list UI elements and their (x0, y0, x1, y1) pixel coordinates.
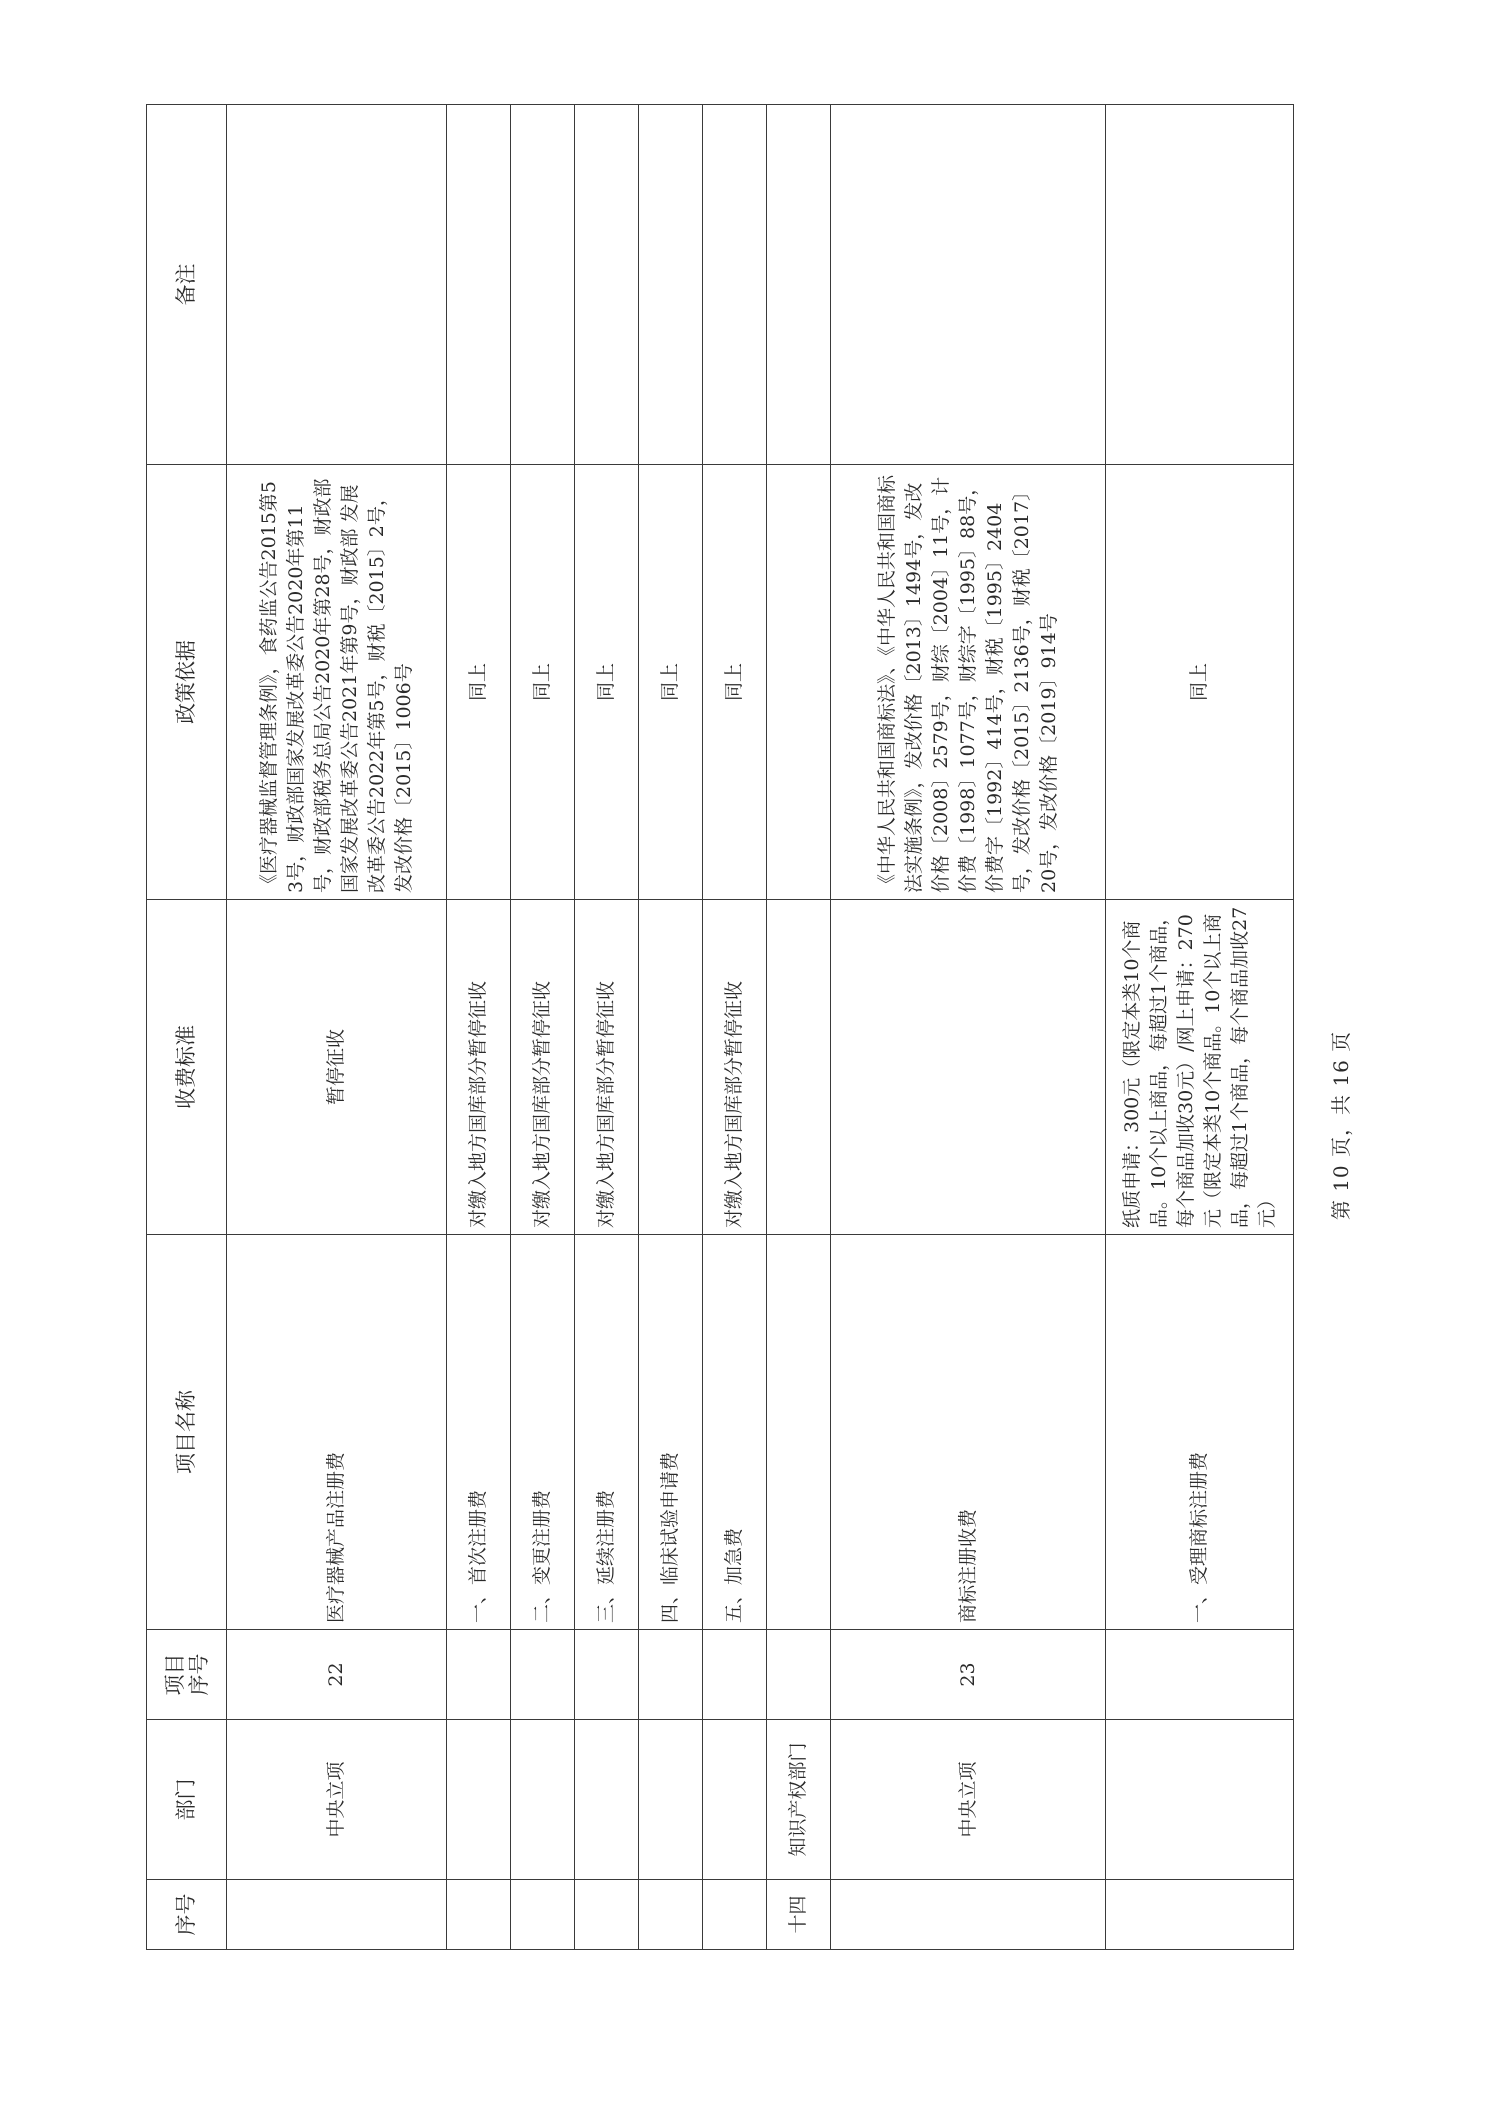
cell-remark (831, 105, 1106, 465)
cell-item-no: 23 (831, 1630, 1106, 1720)
table-row (639, 105, 703, 1950)
cell-seq (831, 1880, 1106, 1950)
cell-item-no (767, 1630, 831, 1720)
cell-standard (831, 900, 1106, 1235)
cell-item-name: 一、受理商标注册费 (1106, 1235, 1294, 1630)
table-row (447, 105, 511, 1950)
cell-item-no (447, 1630, 511, 1720)
cell-dept: 中央立项 (227, 1720, 447, 1880)
cell-standard: 暂停征收 (227, 900, 447, 1235)
cell-basis: 同上 (639, 465, 703, 900)
cell-item-name: 二、变更注册费 (511, 1235, 575, 1630)
header-basis: 政策依据 (147, 465, 227, 900)
table-row (703, 105, 767, 1950)
cell-dept (511, 1720, 575, 1880)
cell-item-no (639, 1630, 703, 1720)
cell-remark (447, 105, 511, 465)
rotated-content (146, 105, 1276, 1950)
header-remark: 备注 (147, 105, 227, 465)
header-standard: 收费标准 (147, 900, 227, 1235)
cell-remark (639, 105, 703, 465)
table-row (227, 105, 447, 1950)
cell-item-name: 三、延续注册费 (575, 1235, 639, 1630)
cell-item-no (703, 1630, 767, 1720)
cell-seq (227, 1880, 447, 1950)
cell-standard: 对缴入地方国库部分暂停征收 (575, 900, 639, 1235)
cell-standard (639, 900, 703, 1235)
cell-standard: 对缴入地方国库部分暂停征收 (447, 900, 511, 1235)
cell-dept (703, 1720, 767, 1880)
cell-seq (1106, 1880, 1294, 1950)
cell-basis: 同上 (1106, 465, 1294, 900)
cell-item-no: 22 (227, 1630, 447, 1720)
cell-dept (447, 1720, 511, 1880)
fee-table (146, 104, 1294, 1950)
header-seq: 序号 (147, 1880, 227, 1950)
cell-basis: 《中华人民共和国商标法》、《中华人民共和国商标法实施条例》，发改价格〔2013〕1494号，发改价格〔2008〕2579号，财综〔2004〕11号，计价费〔1998〕1077号，财综字〔1995〕88号，价费字〔1992〕414号，财税〔1995〕2404号，发改价格〔2015〕2136号，财税〔2017〕20号，发改价格〔2019〕914号 (831, 465, 1106, 900)
cell-item-name: 一、首次注册费 (447, 1235, 511, 1630)
cell-dept (575, 1720, 639, 1880)
cell-item-name: 五、加急费 (703, 1235, 767, 1630)
cell-basis: 同上 (575, 465, 639, 900)
page-footer (1300, 1005, 1380, 1245)
cell-dept (639, 1720, 703, 1880)
cell-item-name: 四、临床试验申请费 (639, 1235, 703, 1630)
header-item-no: 项目 序号 (147, 1630, 227, 1720)
cell-standard: 对缴入地方国库部分暂停征收 (511, 900, 575, 1235)
cell-seq (575, 1880, 639, 1950)
cell-dept: 知识产权部门 (767, 1720, 831, 1880)
table-header-row (147, 105, 227, 1950)
table-row (511, 105, 575, 1950)
cell-seq (447, 1880, 511, 1950)
cell-remark (1106, 105, 1294, 465)
cell-standard: 对缴入地方国库部分暂停征收 (703, 900, 767, 1235)
cell-item-no (511, 1630, 575, 1720)
cell-basis (767, 465, 831, 900)
cell-remark (703, 105, 767, 465)
cell-dept: 中央立项 (831, 1720, 1106, 1880)
cell-standard: 纸质申请：300元（限定本类10个商品。10个以上商品，每超过1个商品，每个商品加收30元）/网上申请：270元（限定本类10个商品。10个以上商品，每超过1个商品，每个商品加收27元） (1106, 900, 1294, 1235)
cell-item-name: 医疗器械产品注册费 (227, 1235, 447, 1630)
cell-remark (227, 105, 447, 465)
cell-basis: 《医疗器械监督管理条例》，食药监公告2015第53号，财政部国家发展改革委公告2020年第11号，财政部税务总局公告2020年第28号，财政部 国家发展改革委公告2021年第9号，财政部 发展改革委公告2022年第5号，财税〔2015〕2号，发改价格〔2015〕1006号 (227, 465, 447, 900)
header-item-name: 项目名称 (147, 1235, 227, 1630)
cell-item-name: 商标注册收费 (831, 1235, 1106, 1630)
cell-remark (575, 105, 639, 465)
table-row (1106, 105, 1294, 1950)
header-dept: 部门 (147, 1720, 227, 1880)
cell-seq (639, 1880, 703, 1950)
cell-basis: 同上 (447, 465, 511, 900)
cell-dept (1106, 1720, 1294, 1880)
cell-seq: 十四 (767, 1880, 831, 1950)
cell-item-name (767, 1235, 831, 1630)
cell-item-no (575, 1630, 639, 1720)
page-number: 第 10 页，共 16 页 (1329, 1030, 1354, 1220)
cell-remark (767, 105, 831, 465)
cell-standard (767, 900, 831, 1235)
cell-basis: 同上 (703, 465, 767, 900)
cell-basis: 同上 (511, 465, 575, 900)
cell-remark (511, 105, 575, 465)
cell-seq (703, 1880, 767, 1950)
cell-item-no (1106, 1630, 1294, 1720)
table-row (767, 105, 831, 1950)
table-row (831, 105, 1106, 1950)
cell-seq (511, 1880, 575, 1950)
table-row (575, 105, 639, 1950)
